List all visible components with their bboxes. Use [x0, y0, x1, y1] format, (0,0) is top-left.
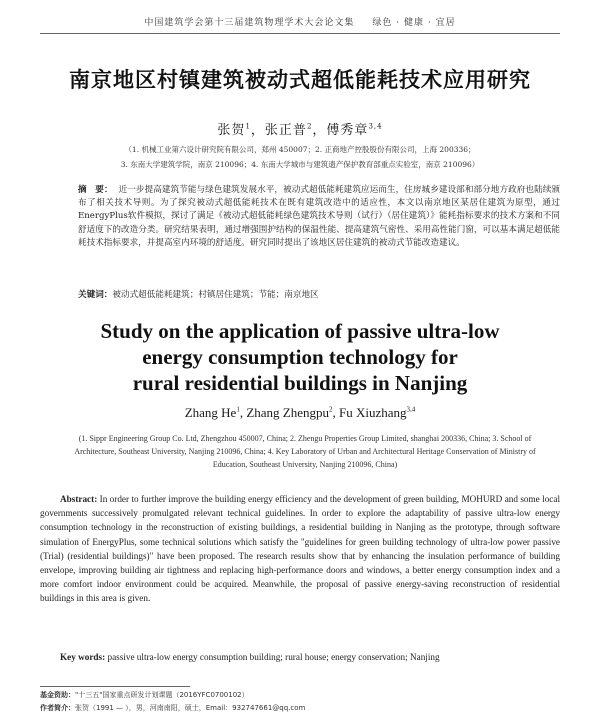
english-abstract	[40, 492, 560, 606]
chinese-title: 南京地区村镇建筑被动式超低能耗技术应用研究	[69, 68, 531, 92]
english-title-line: rural residential buildings in Nanjing	[132, 371, 468, 395]
chinese-affiliation-line: 3. 东南大学建筑学院，南京 210096；4. 东南大学城市与建筑遗产保护教育部重点实验室，南京 210096）	[120, 160, 480, 169]
chinese-keywords-text: 被动式超低能耗建筑；村镇居住建筑；节能；南京地区	[112, 290, 319, 300]
author-separator: ，	[250, 123, 265, 138]
author-affiliation-mark: 2	[306, 122, 313, 131]
running-header	[40, 10, 560, 32]
footnote-divider	[40, 686, 190, 687]
author-name: Fu Xiuzhang	[339, 405, 407, 420]
chinese-keywords-label: 关键词：	[78, 290, 113, 300]
funding-label: 基金资助：	[40, 691, 75, 699]
chinese-abstract	[78, 184, 560, 250]
english-keywords	[40, 650, 560, 664]
english-keywords-label: Key words:	[60, 652, 106, 662]
author-name: Zhang Zhengpu	[246, 405, 329, 420]
author-name: Zhang He	[184, 405, 237, 420]
author-affiliation-mark: 2	[329, 405, 333, 414]
author-affiliation-mark: 3,4	[406, 405, 416, 414]
chinese-abstract-text: 近一步提高建筑节能与绿色建筑发展水平，被动式超低能耗建筑应运而生，住房城乡建设部和部分地方政府也陆续颁布了相关技术导则。为了探究被动式超低能耗技术在既有建筑改造中的适应性，本文以南京地区某居住建筑为原型，通过EnergyPlus软件模拟，探讨了满足《被动式超低能耗绿色建筑技术导则（试行）（居住建筑）》能耗指标要求的技术方案和不同舒适度下的改造分类。研究结果表明，通过增强围护结构的保温性能、提高建筑气密性、采用高性能门窗，可以基本满足超低能耗技术指标要求，并提高室内环境的舒适度。研究同时提出了该地区居住建筑的被动式节能改造建议。	[78, 185, 560, 248]
english-abstract-label: Abstract:	[60, 494, 98, 504]
english-title-line: Study on the application of passive ultra-low	[100, 319, 500, 343]
english-authors	[0, 405, 600, 421]
header-divider	[40, 33, 560, 34]
funding-footnote	[40, 690, 560, 700]
author-affiliation-mark: 3,4	[368, 122, 383, 131]
journal-name: 中国建筑学会第十三届建筑物理学术大会论文集	[144, 17, 355, 28]
author-separator: ,	[332, 405, 339, 420]
author-bio-label: 作者简介：	[40, 704, 75, 712]
chinese-keywords	[78, 288, 560, 300]
author-name: 张贺	[217, 123, 246, 138]
chinese-affiliation-line: （1. 机械工业第六设计研究院有限公司，郑州 450007；2. 正商地产控股股份有限公司，上海 200336；	[124, 145, 476, 154]
english-keywords-text: passive ultra-low energy consumption building; rural house; energy conservation; Nanjing	[105, 652, 440, 662]
funding-text: "十三五"国家重点研发计划课题（2016YFC0700102）	[75, 691, 249, 699]
chinese-authors	[0, 119, 600, 138]
journal-tagline: 绿色 · 健康 · 宜居	[372, 17, 456, 28]
author-separator: ，	[312, 123, 327, 138]
chinese-abstract-label: 摘 要：	[78, 185, 113, 195]
english-title-line: energy consumption technology for	[142, 345, 458, 369]
english-title	[40, 318, 560, 396]
author-name: 张正普	[264, 123, 307, 138]
english-affiliations: (1. Sippr Engineering Group Co. Ltd, Zhengzhou 450007, China; 2. Zhengu Properties Group Limited, shanghai 200336, China; 3. School of Architecture, Southeast University, Nanjing 210096, China; 4. Key Laboratory of Urban and Architectural Heritage Conservation of Ministry of Education, Southeast University, Nanjing 210096, China)	[74, 434, 536, 469]
author-separator: ,	[239, 405, 247, 420]
english-abstract-text: In order to further improve the building energy efficiency and the development of green building, MOHURD and some local governments successively promulgated relevant technical guidelines. In order to explore the adaptability of passive ultra-low energy consumption technology in the reconstruction of existing buildings, a residential building in Nanjing as the prototype, through software simulation of EnergyPlus, some technical solutions which satisfy the "guidelines for green building technology of ultra-low power passive (Trial) (residential buildings)" have been proposed. The research results show that by enhancing the insulation performance of building envelope, improving building air tightness and replacing high-performance doors and windows, a better energy consumption index and a more comfort indoor environment could be acquired. Meanwhile, the proposal of passive energy-saving reconstruction of residential buildings in this area is given.	[40, 494, 560, 604]
author-affiliation-mark: 1	[245, 122, 251, 131]
author-affiliation-mark: 1	[236, 405, 240, 414]
author-name: 傅秀章	[326, 123, 369, 138]
author-bio-text: 张贺（1991 — ），男，河南南阳，硕士，Email：932747661@qq.com	[75, 704, 306, 712]
author-bio-footnote	[40, 703, 560, 713]
